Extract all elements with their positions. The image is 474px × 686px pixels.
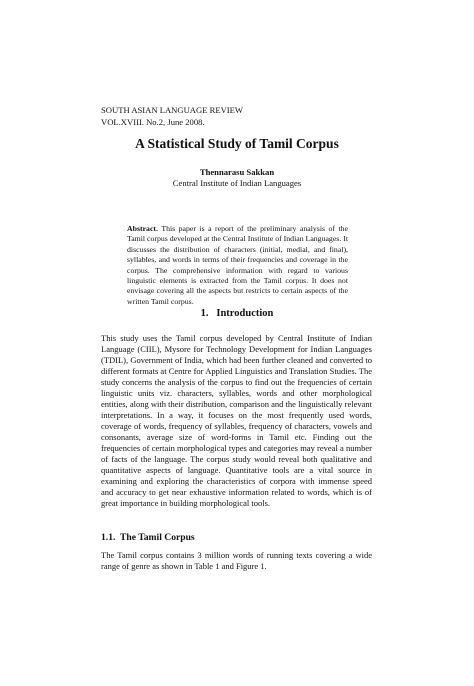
introduction-paragraph: This study uses the Tamil corpus developed by Central Institute of Indian Language (CIIL), Mysore for Technology Development for Indian Languages (TDIL), Government of India, which had been further cleaned and converted to different formats at Centre for Applied Linguistics and Translation Studies. The study concerns the analysis of the corpus to find out the frequencies of certain linguistic units viz. characters, syllables, words and other morphological entities, along with their distribution, comparison and the linguistically relevant interpretations. In a way, it focuses on the most frequently used words, coverage of words, frequency of syllables, frequency of characters, vowels and consonants, average size of word-forms in Tamil etc. Finding out the frequencies of certain morphological types and categories may reveal a number of facts of the language. The corpus study would reveal both qualitative and quantitative aspects of language. Quantitative tools are a vital source in examining and exploring the characteristics of corpora with immense speed and accuracy to get near exhaustive information related to words, which is of great importance in building morphological tools.: [101, 333, 372, 508]
journal-name: SOUTH ASIAN LANGUAGE REVIEW: [101, 105, 244, 115]
abstract-label: Abstract.: [127, 224, 158, 233]
subsection-number: 1.1.: [101, 532, 116, 543]
paper-title: A Statistical Study of Tamil Corpus: [135, 136, 339, 151]
abstract: [127, 224, 348, 307]
section-number: 1.: [200, 308, 209, 319]
corpus-paragraph: The Tamil corpus contains 3 million words of running texts covering a wide range of genre as shown in Table 1 and Figure 1.: [101, 550, 372, 571]
journal-volume: VOL.XVIII. No.2, June 2008.: [101, 117, 205, 127]
author-name: Thennarasu Sakkan: [199, 167, 275, 177]
journal-info: [101, 104, 243, 128]
subsection-heading: [101, 532, 195, 543]
author-affiliation: Central Institute of Indian Languages: [172, 178, 302, 188]
abstract-text: This paper is a report of the preliminary analysis of the Tamil corpus developed at the Central Institute of Indian Languages. It discusses the distribution of characters (initial, medial, and final), syllables, and words in terms of their frequencies and coverage in the corpus. The comprehensive information with regard to various linguistic elements is extracted from the Tamil corpus. It does not envisage covering all the aspects but restricts to certain aspects of the written Tamil corpus.: [127, 224, 349, 306]
section-title: Introduction: [216, 308, 274, 319]
section-heading: [0, 308, 474, 319]
subsection-title: The Tamil Corpus: [120, 532, 195, 543]
